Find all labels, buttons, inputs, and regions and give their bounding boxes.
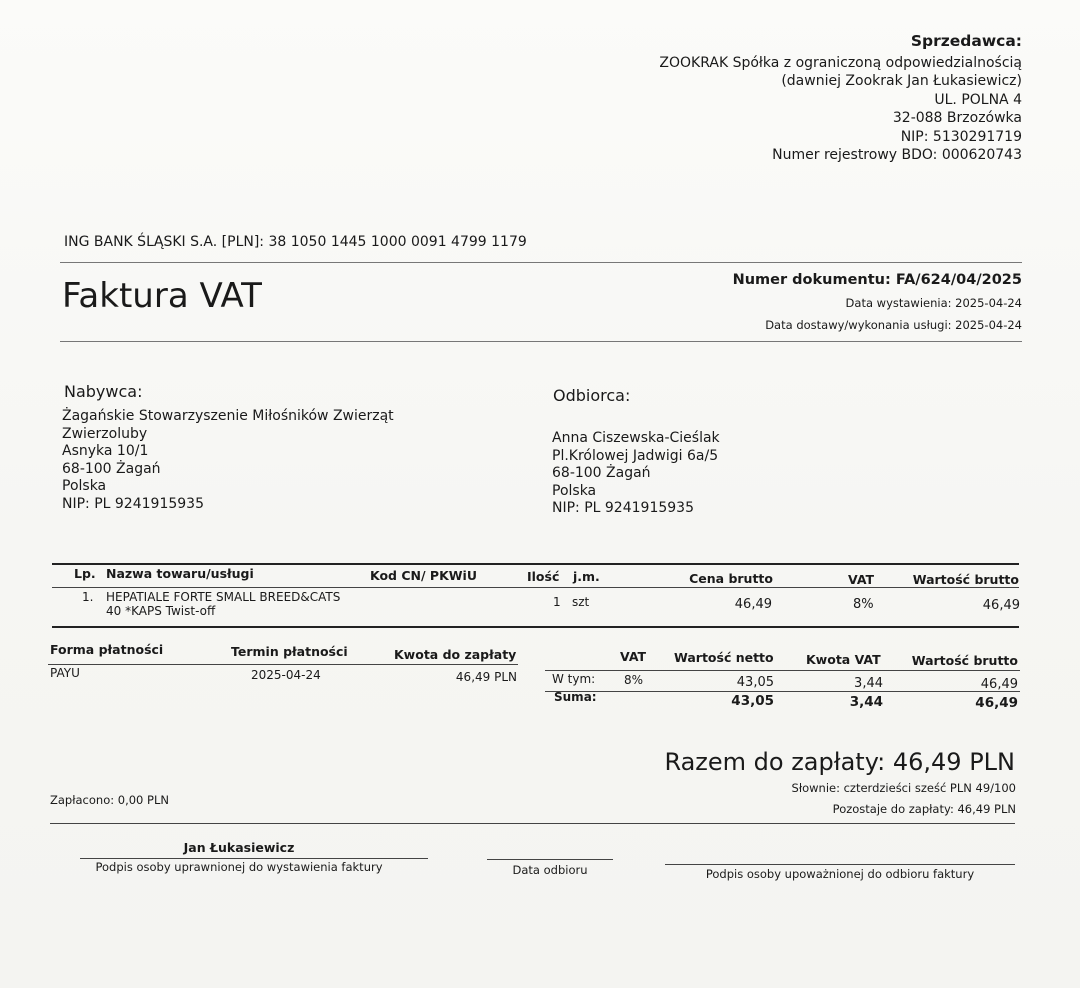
remaining-to-pay: Pozostaje do zapłaty: 46,49 PLN [832,802,1016,816]
document-number: Numer dokumentu: FA/624/04/2025 [732,272,1022,288]
vat-sum-net: 43,05 [731,693,774,709]
recipient-line: 68-100 Żagań [552,465,651,482]
receipt-date-line [487,859,613,860]
recipient-line: Anna Ciszewska-Cieślak [552,430,720,446]
payment-rule [48,664,518,665]
row-name-line: HEPATIALE FORTE SMALL BREED&CATS [106,590,341,604]
gross-header: Wartość brutto [911,653,1018,668]
row-price: 46,49 [734,597,772,612]
recipient-heading: Odbiorca: [553,386,631,405]
receiver-signature-line [665,864,1015,865]
items-table-top-rule [52,563,1019,565]
divider [60,341,1022,342]
col-value: Wartość brutto [912,572,1019,587]
col-vat: VAT [848,572,875,587]
receiver-caption: Podpis osoby upoważnionej do odbioru faktury [705,867,975,881]
row-lp: 1. [82,590,94,604]
vat-sum-label: Suma: [554,690,597,704]
recipient-line: Pl.Królowej Jadwigi 6a/5 [552,447,719,464]
vat-row-net: 43,05 [736,675,774,690]
seller-line: Numer rejestrowy BDO: 000620743 [772,147,1022,163]
payment-due-header: Termin płatności [231,644,348,659]
buyer-line: Polska [62,478,107,495]
buyer-line: 68-100 Żagań [62,460,161,477]
issuer-name: Jan Łukasiewicz [183,840,295,855]
buyer-block [62,408,394,514]
buyer-line: NIP: PL 9241915935 [62,495,204,512]
col-unit: j.m. [573,569,600,584]
vat-header: VAT [620,649,647,664]
seller-line: NIP: 5130291719 [900,128,1022,145]
items-header-rule [52,587,1019,588]
payment-due: 2025-04-24 [251,668,321,682]
delivery-date: Data dostawy/wykonania usługi: 2025-04-24 [765,318,1022,332]
page-title: Faktura VAT [62,276,262,316]
row-name [106,590,340,618]
payment-method-header: Forma płatności [50,642,164,657]
vat-summary-rule [545,670,1020,671]
issue-date: Data wystawienia: 2025-04-24 [845,296,1022,310]
buyer-line: Zwierzoluby [62,425,148,442]
bank-account: ING BANK ŚLĄSKI S.A. [PLN]: 38 1050 1445 1000 0091 4799 1179 [64,234,527,250]
vat-sum-vat-amount: 3,44 [849,694,883,710]
vat-amount-header: Kwota VAT [806,652,881,667]
recipient-line: Polska [552,482,597,499]
issuer-signature-line [80,858,428,859]
net-header: Wartość netto [674,650,774,665]
row-qty: 1 [553,595,561,609]
vat-row-label: W tym: [552,672,596,686]
payment-amount: 46,49 PLN [455,670,517,684]
seller-line: ZOOKRAK Spółka z ograniczoną odpowiedzialnością [659,54,1022,71]
vat-row-rate: 8% [624,673,644,687]
seller-line: (dawniej Zookrak Jan Łukasiewicz) [781,73,1022,89]
vat-row-gross: 46,49 [980,677,1018,692]
buyer-line: Żagańskie Stowarzyszenie Miłośników Zwierząt [62,408,394,424]
col-lp: Lp. [74,566,96,581]
divider [60,262,1022,263]
recipient-block [552,430,720,518]
receipt-date-caption: Data odbioru [512,863,588,877]
paid-amount: Zapłacono: 0,00 PLN [50,793,169,807]
issuer-caption: Podpis osoby uprawnionej do wystawienia faktury [95,860,383,874]
vat-sum-gross: 46,49 [975,695,1018,711]
row-value: 46,49 [982,598,1020,613]
buyer-line: Asnyka 10/1 [62,443,149,460]
vat-row-vat-amount: 3,44 [854,676,883,691]
payment-amount-header: Kwota do zapłaty [394,647,517,662]
buyer-heading: Nabywca: [64,382,143,401]
col-code: Kod CN/ PKWiU [370,568,477,583]
seller-line: UL. POLNA 4 [934,91,1022,108]
recipient-line: NIP: PL 9241915935 [552,500,694,517]
total-to-pay: Razem do zapłaty: 46,49 PLN [664,748,1015,776]
row-name-line: 40 *KAPS Twist-off [106,604,216,618]
row-vat: 8% [853,597,874,612]
payment-method: PAYU [50,666,80,680]
items-table-bottom-rule [52,626,1019,628]
seller-line: 32-088 Brzozówka [892,110,1022,126]
vat-sum-rule [545,691,1020,692]
col-qty: Ilość [527,569,560,584]
total-rule [50,823,1015,824]
total-in-words: Słownie: czterdzieści sześć PLN 49/100 [791,781,1016,795]
seller-block [659,32,1022,165]
col-price: Cena brutto [689,571,773,586]
row-unit: szt [572,595,590,609]
seller-heading: Sprzedawca: [910,32,1022,50]
col-name: Nazwa towaru/usługi [106,566,254,581]
